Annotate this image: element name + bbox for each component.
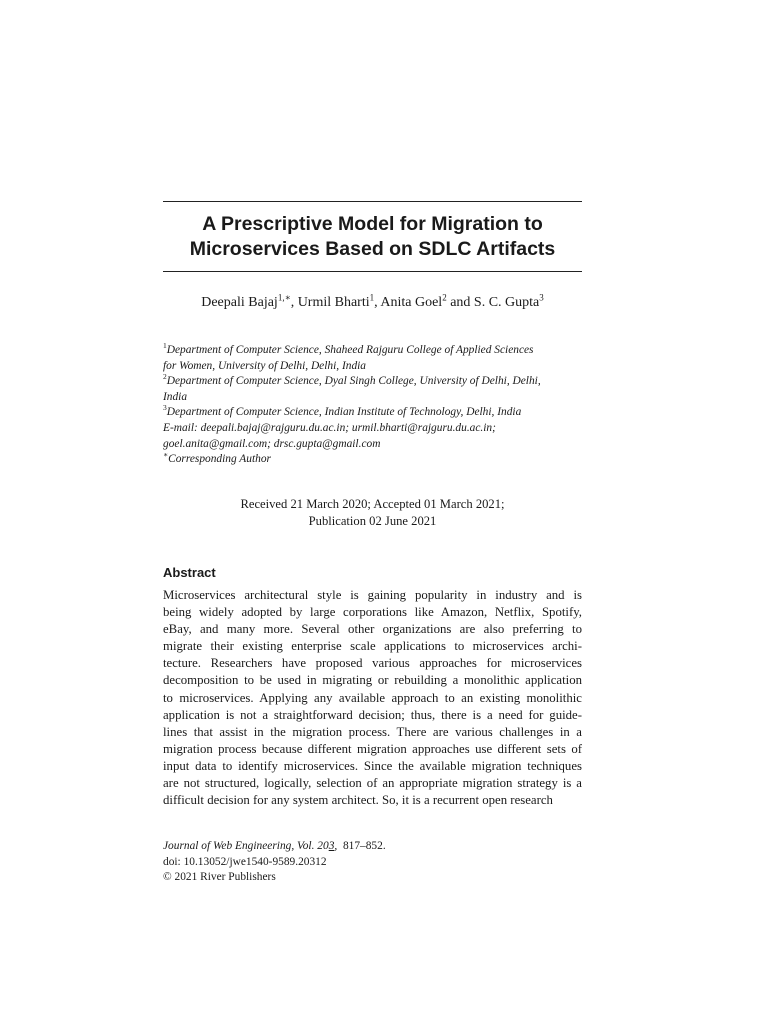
abstract-line: lines that assist in the migration process. There are various challenges in a [163,724,582,739]
received-dates [163,496,582,529]
paper-title [163,212,582,262]
title-top-rule [163,201,582,202]
author-name: S. C. Gupta [473,295,540,310]
email-text: goel.anita@gmail.com; drsc.gupta@gmail.com [163,437,381,450]
affiliation-mark: 1 [163,341,167,351]
journal-pages: 817–852. [342,840,386,852]
abstract-line: tecture. Researchers have proposed various approaches for microservices [163,656,582,671]
affiliation-text: India [163,390,188,403]
affiliation-mark: 2 [163,372,167,382]
abstract-line: Microservices architectural style is gaining popularity in industry and is [163,588,582,602]
affiliation-text: Department of Computer Science, Dyal Singh College, University of Delhi, Delhi, [166,375,541,388]
abstract-heading: Abstract [163,565,216,580]
received-line-1: Received 21 March 2020; Accepted 01 March 2021; [240,497,505,511]
abstract-line: being widely adopted by large corporations like Amazon, Netflix, Spotify, [163,605,582,620]
abstract-line: to microservices. Applying any available approach to an existing monolithic [163,690,582,705]
abstract-line: difficult decision for any system architect. So, it is a recurrent open research [163,793,553,808]
email-text: E-mail: deepali.bajaj@rajguru.du.ac.in; urmil.bharti@rajguru.du.ac.in; [163,421,496,434]
affiliation-3 [163,405,582,421]
affiliation-mark: 3 [163,403,167,413]
author-separator: and [446,295,474,310]
affiliation-2-cont [163,390,582,406]
affiliations [163,343,582,468]
author-separator: , [374,295,381,310]
author-affiliation-mark: 1 [369,292,375,303]
author-affiliation-mark: 1,∗ [277,292,291,303]
affiliation-1-cont [163,359,582,375]
author-separator: , [290,295,298,310]
corresponding-mark: ∗ [163,450,169,460]
affiliation-2 [163,374,582,390]
paper-title-line-2: Microservices Based on SDLC Artifacts [189,238,556,260]
abstract-line: migration process because different migration approaches use different sets of [163,741,582,756]
author-list [163,294,582,312]
abstract-body [163,587,582,809]
affiliation-1 [163,343,582,359]
email-line-2 [163,437,582,453]
corresponding-text: Corresponding Author [168,453,271,466]
title-bottom-rule [163,271,582,272]
journal-name: Journal of Web Engineering, Vol. 20 [163,840,329,852]
author-name: Urmil Bharti [297,295,370,310]
paper-title-line-1: A Prescriptive Model for Migration to [202,213,543,235]
affiliation-text: Department of Computer Science, Indian Institute of Technology, Delhi, India [166,406,522,419]
author-affiliation-mark: 3 [539,292,544,303]
abstract-line: application is not a straightforward decision; thus, there is a need for guide- [163,707,582,722]
affiliation-text: Department of Computer Science, Shaheed Rajguru College of Applied Sciences [166,344,534,356]
abstract-line: migrate their existing enterprise scale applications to microservices archi- [163,639,582,654]
received-line-2: Publication 02 June 2021 [308,513,437,528]
journal-copyright: © 2021 River Publishers [163,871,276,884]
abstract-line: input data to identify microservices. Since the available migration techniques [163,758,582,773]
abstract-line: are not structured, logically, selection of an appropriate migration strategy is a [163,776,582,791]
abstract-line: decomposition to be used in migrating or rebuilding a monolithic application [163,673,582,688]
author-name: Deepali Bajaj [201,295,278,310]
journal-footer [163,839,582,886]
corresponding-author-note [163,452,582,468]
author-name: Anita Goel [380,295,443,310]
journal-citation: Journal of Web Engineering, Vol. 203, 817–852. [163,840,386,852]
affiliation-text: for Women, University of Delhi, Delhi, India [163,359,367,372]
journal-doi: doi: 10.13052/jwe1540-9589.20312 [163,855,327,868]
author-affiliation-mark: 2 [442,292,447,303]
journal-issue: 3 [328,840,335,852]
abstract-line: eBay, and many more. Several other organizations are also preferring to [163,622,582,637]
email-line-1 [163,421,582,437]
